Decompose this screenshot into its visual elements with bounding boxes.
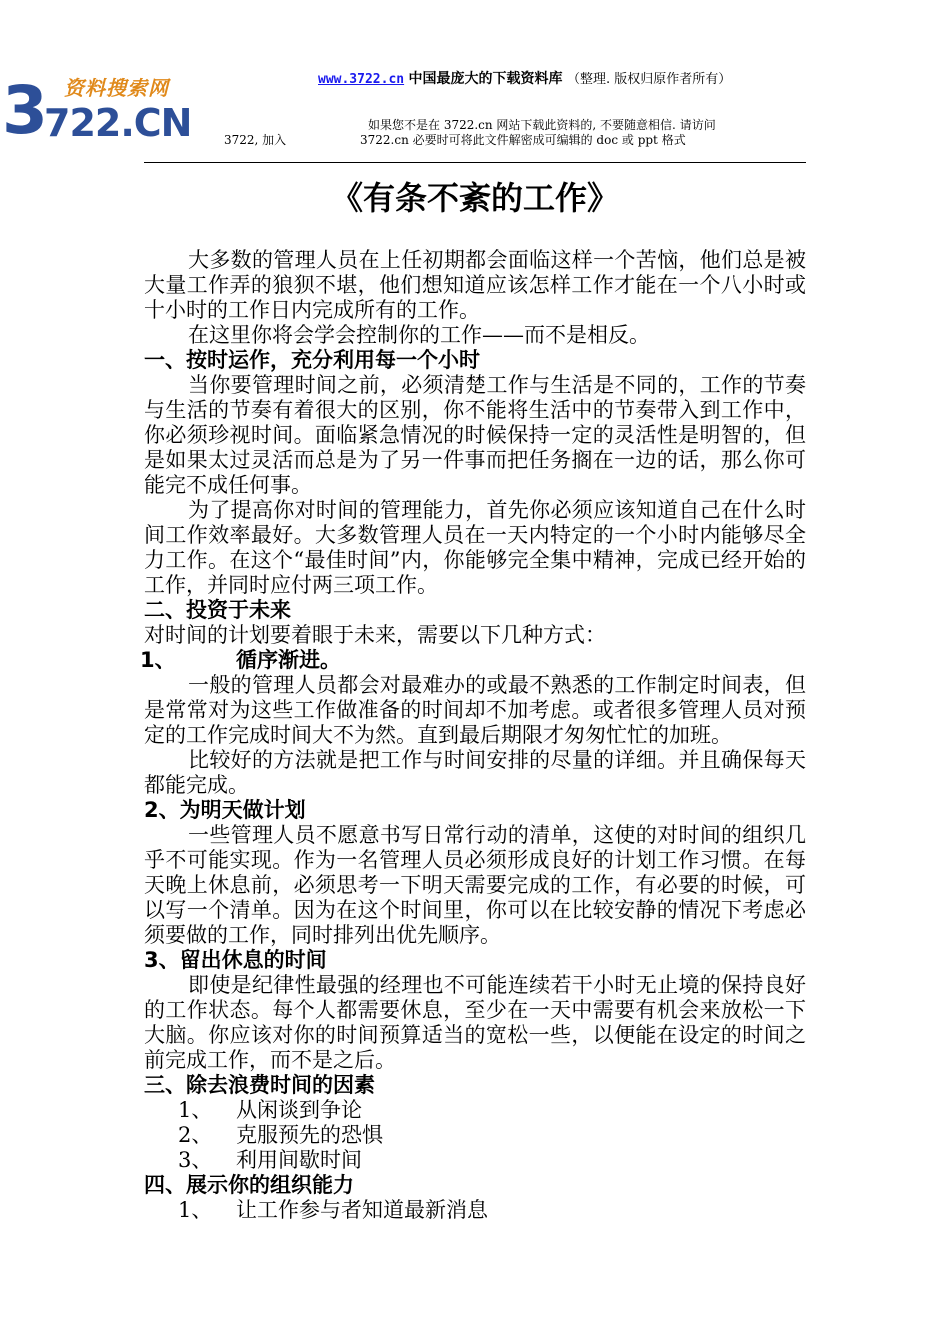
paragraph: 在这里你将会学会控制你的工作——而不是相反。 [188, 323, 650, 347]
section-heading: 二、投资于未来 [144, 598, 291, 622]
list-number: 1、 [178, 1098, 213, 1122]
section-heading: 三、除去浪费时间的因素 [144, 1073, 375, 1097]
paragraph: 对时间的计划要着眼于未来，需要以下几种方式： [144, 623, 606, 647]
paragraph: 即使是纪律性最强的经理也不可能连续若干小时无止境的保持良好的工作状态。每个人都需要休息，至少在一天中需要有机会来放松一下大脑。你应该对你的时间预算适当的宽松一些，以便能在设定的时间之前完成工作，而不是之后。 [144, 973, 806, 1072]
download-notice-line2a: 3722, 加入 [224, 133, 287, 147]
copyright-note: （整理. 版权归原作者所有） [567, 72, 732, 87]
header-divider [144, 162, 806, 163]
list-text: 让工作参与者知道最新消息 [236, 1198, 488, 1222]
list-number: 1、 [178, 1198, 213, 1222]
list-item [144, 1198, 806, 1223]
logo-digit: 3 [2, 72, 48, 149]
download-notice-line2b: 3722.cn 必要时可将此文件解密成可编辑的 doc 或 ppt 格式 [360, 133, 686, 147]
subheading [140, 648, 806, 673]
list-item [144, 1148, 806, 1173]
paragraph: 当你要管理时间之前，必须清楚工作与生活是不同的，工作的节奏与生活的节奏有着很大的区别，你不能将生活中的节奏带入到工作中，你必须珍视时间。面临紧急情况的时候保持一定的灵活性是明智的，但是如果太过灵活而总是为了另一件事而把任务搁在一边的话，那么你可能完不成任何事。 [144, 373, 806, 497]
logo-domain: 722.CN [44, 101, 192, 145]
list-item [144, 1098, 806, 1123]
subheading: 2、为明天做计划 [144, 798, 306, 822]
section-heading: 四、展示你的组织能力 [144, 1173, 354, 1197]
list-item [144, 1123, 806, 1148]
site-tagline: 中国最庞大的下载资料库 [408, 71, 563, 87]
subheading: 3、留出休息的时间 [144, 948, 327, 972]
subheading-number: 1、 [140, 648, 176, 672]
section-heading: 一、按时运作，充分利用每一个小时 [144, 348, 480, 372]
list-number: 3、 [178, 1148, 213, 1172]
list-text: 从闲谈到争论 [236, 1098, 362, 1122]
subheading-text: 循序渐进。 [236, 648, 341, 672]
paragraph: 一些管理人员不愿意书写日常行动的清单，这使的对时间的组织几乎不可能实现。作为一名管理人员必须形成良好的计划工作习惯。在每天晚上休息前，必须思考一下明天需要完成的工作，有必要的时候，可以写一个清单。因为在这个时间里，你可以在比较安静的情况下考虑必须要做的工作，同时排列出优先顺序。 [144, 823, 806, 947]
document-title: 《有条不紊的工作》 [330, 179, 619, 217]
list-number: 2、 [178, 1123, 213, 1147]
header-line [318, 68, 731, 88]
document-body [140, 248, 806, 1223]
paragraph: 一般的管理人员都会对最难办的或最不熟悉的工作制定时间表，但是常常对为这些工作做准备的时间却不加考虑。或者很多管理人员对预定的工作完成时间大不为然。直到最后期限才匆匆忙忙的加班。 [144, 673, 806, 747]
paragraph: 大多数的管理人员在上任初期都会面临这样一个苦恼，他们总是被大量工作弄的狼狈不堪，他们想知道应该怎样工作才能在一个八小时或十小时的工作日内完成所有的工作。 [144, 248, 806, 322]
download-notice-line1: 如果您不是在 3722.cn 网站下载此资料的, 不要随意相信. 请访问 [368, 118, 716, 132]
logo-chinese-text: 资料搜索网 [64, 76, 169, 100]
paragraph: 比较好的方法就是把工作与时间安排的尽量的详细。并且确保每天都能完成。 [144, 748, 806, 797]
site-logo[interactable] [2, 72, 192, 149]
list-text: 克服预先的恐惧 [236, 1123, 383, 1147]
site-link[interactable]: www.3722.cn [318, 72, 405, 87]
paragraph: 为了提高你对时间的管理能力，首先你必须应该知道自己在什么时间工作效率最好。大多数管理人员在一天内特定的一个小时内能够尽全力工作。在这个“最佳时间”内，你能够完全集中精神，完成已经开始的工作，并同时应付两三项工作。 [144, 498, 806, 597]
list-text: 利用间歇时间 [236, 1148, 362, 1172]
